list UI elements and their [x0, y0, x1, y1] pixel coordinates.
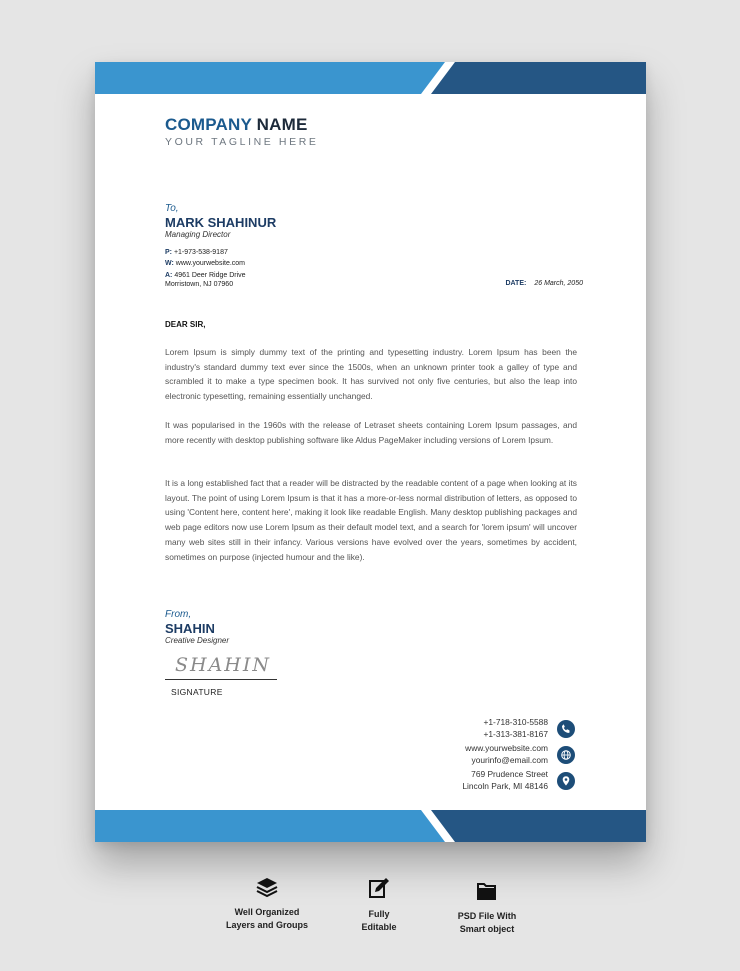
signature-label: SIGNATURE — [171, 687, 223, 697]
body-paragraph-2: It was popularised in the 1960s with the release of Letraset sheets containing Lorem Ipsum passages, and more recently with desktop publishing software like Aldus PageMaker including versions of Lorem Ipsum. — [165, 420, 577, 445]
globe-icon — [557, 746, 575, 764]
footer-address: 769 Prudence Street Lincoln Park, MI 48146 — [462, 769, 548, 791]
recipient-phone: P: +1-973-538-9187 — [165, 249, 228, 256]
to-label: To, — [165, 203, 179, 214]
footer-phones: +1-718-310-5588 +1-313-381-8167 — [483, 717, 548, 739]
company-tagline: YOUR TAGLINE HERE — [165, 136, 319, 148]
recipient-address: A: 4961 Deer Ridge Drive — [165, 272, 246, 279]
signature-line — [165, 679, 277, 680]
body-paragraph-1: Lorem Ipsum is simply dummy text of the printing and typesetting industry. Lorem Ipsum has been the industry's standard dummy text ever since the 1500s, when an unknown printer took a galley of type and scrambled it to make a type specimen book. It has survived not only five centuries, but also the leap into electronic typesetting, remaining essentially unchanged. — [165, 347, 577, 402]
recipient-name: MARK SHAHINUR — [165, 215, 277, 230]
footer-web: www.yourwebsite.com yourinfo@email.com — [465, 743, 548, 765]
sender-title: Creative Designer — [165, 636, 230, 645]
header-light-blue-stripe — [95, 62, 445, 94]
header-band — [95, 62, 646, 94]
location-pin-icon — [557, 772, 575, 790]
feature-editable: Fully Editable — [339, 876, 419, 934]
company-name: COMPANY NAME — [165, 115, 308, 134]
edit-icon — [367, 876, 391, 900]
feature-layers: Well Organized Layers and Groups — [208, 876, 326, 932]
recipient-address-line2: Morristown, NJ 07960 — [165, 281, 234, 288]
footer-light-blue-stripe — [95, 810, 445, 842]
footer-band — [95, 810, 646, 842]
letter-date: DATE: 26 March, 2050 — [505, 280, 583, 287]
salutation: DEAR SIR, — [165, 320, 206, 329]
layers-icon — [255, 876, 279, 898]
signature-script: SHAHIN — [175, 654, 272, 676]
company-block — [165, 115, 319, 148]
from-label: From, — [165, 609, 192, 620]
footer-dark-blue-stripe — [431, 810, 646, 842]
folder-icon — [475, 880, 499, 902]
phone-icon — [557, 720, 575, 738]
body-paragraph-3: It is a long established fact that a reader will be distracted by the readable content of a page when looking at its layout. The point of using Lorem Ipsum is that it has a more-or-less normal distribution of letters, as opposed to using 'Content here, content here', making it look like readable English. Many desktop publishing packages and web page editors now use Lorem Ipsum as their default model text, and a search for 'lorem ipsum' will uncover many web sites still in their infancy. Various versions have evolved over the years, sometimes by accident, sometimes on purpose (injected humour and the like). — [165, 478, 577, 562]
recipient-title: Managing Director — [165, 230, 231, 239]
sender-name: SHAHIN — [165, 621, 215, 636]
recipient-web: W: www.yourwebsite.com — [165, 260, 246, 267]
letterhead-page — [95, 62, 646, 842]
feature-psd: PSD File With Smart object — [437, 880, 537, 936]
header-dark-blue-stripe — [431, 62, 646, 94]
